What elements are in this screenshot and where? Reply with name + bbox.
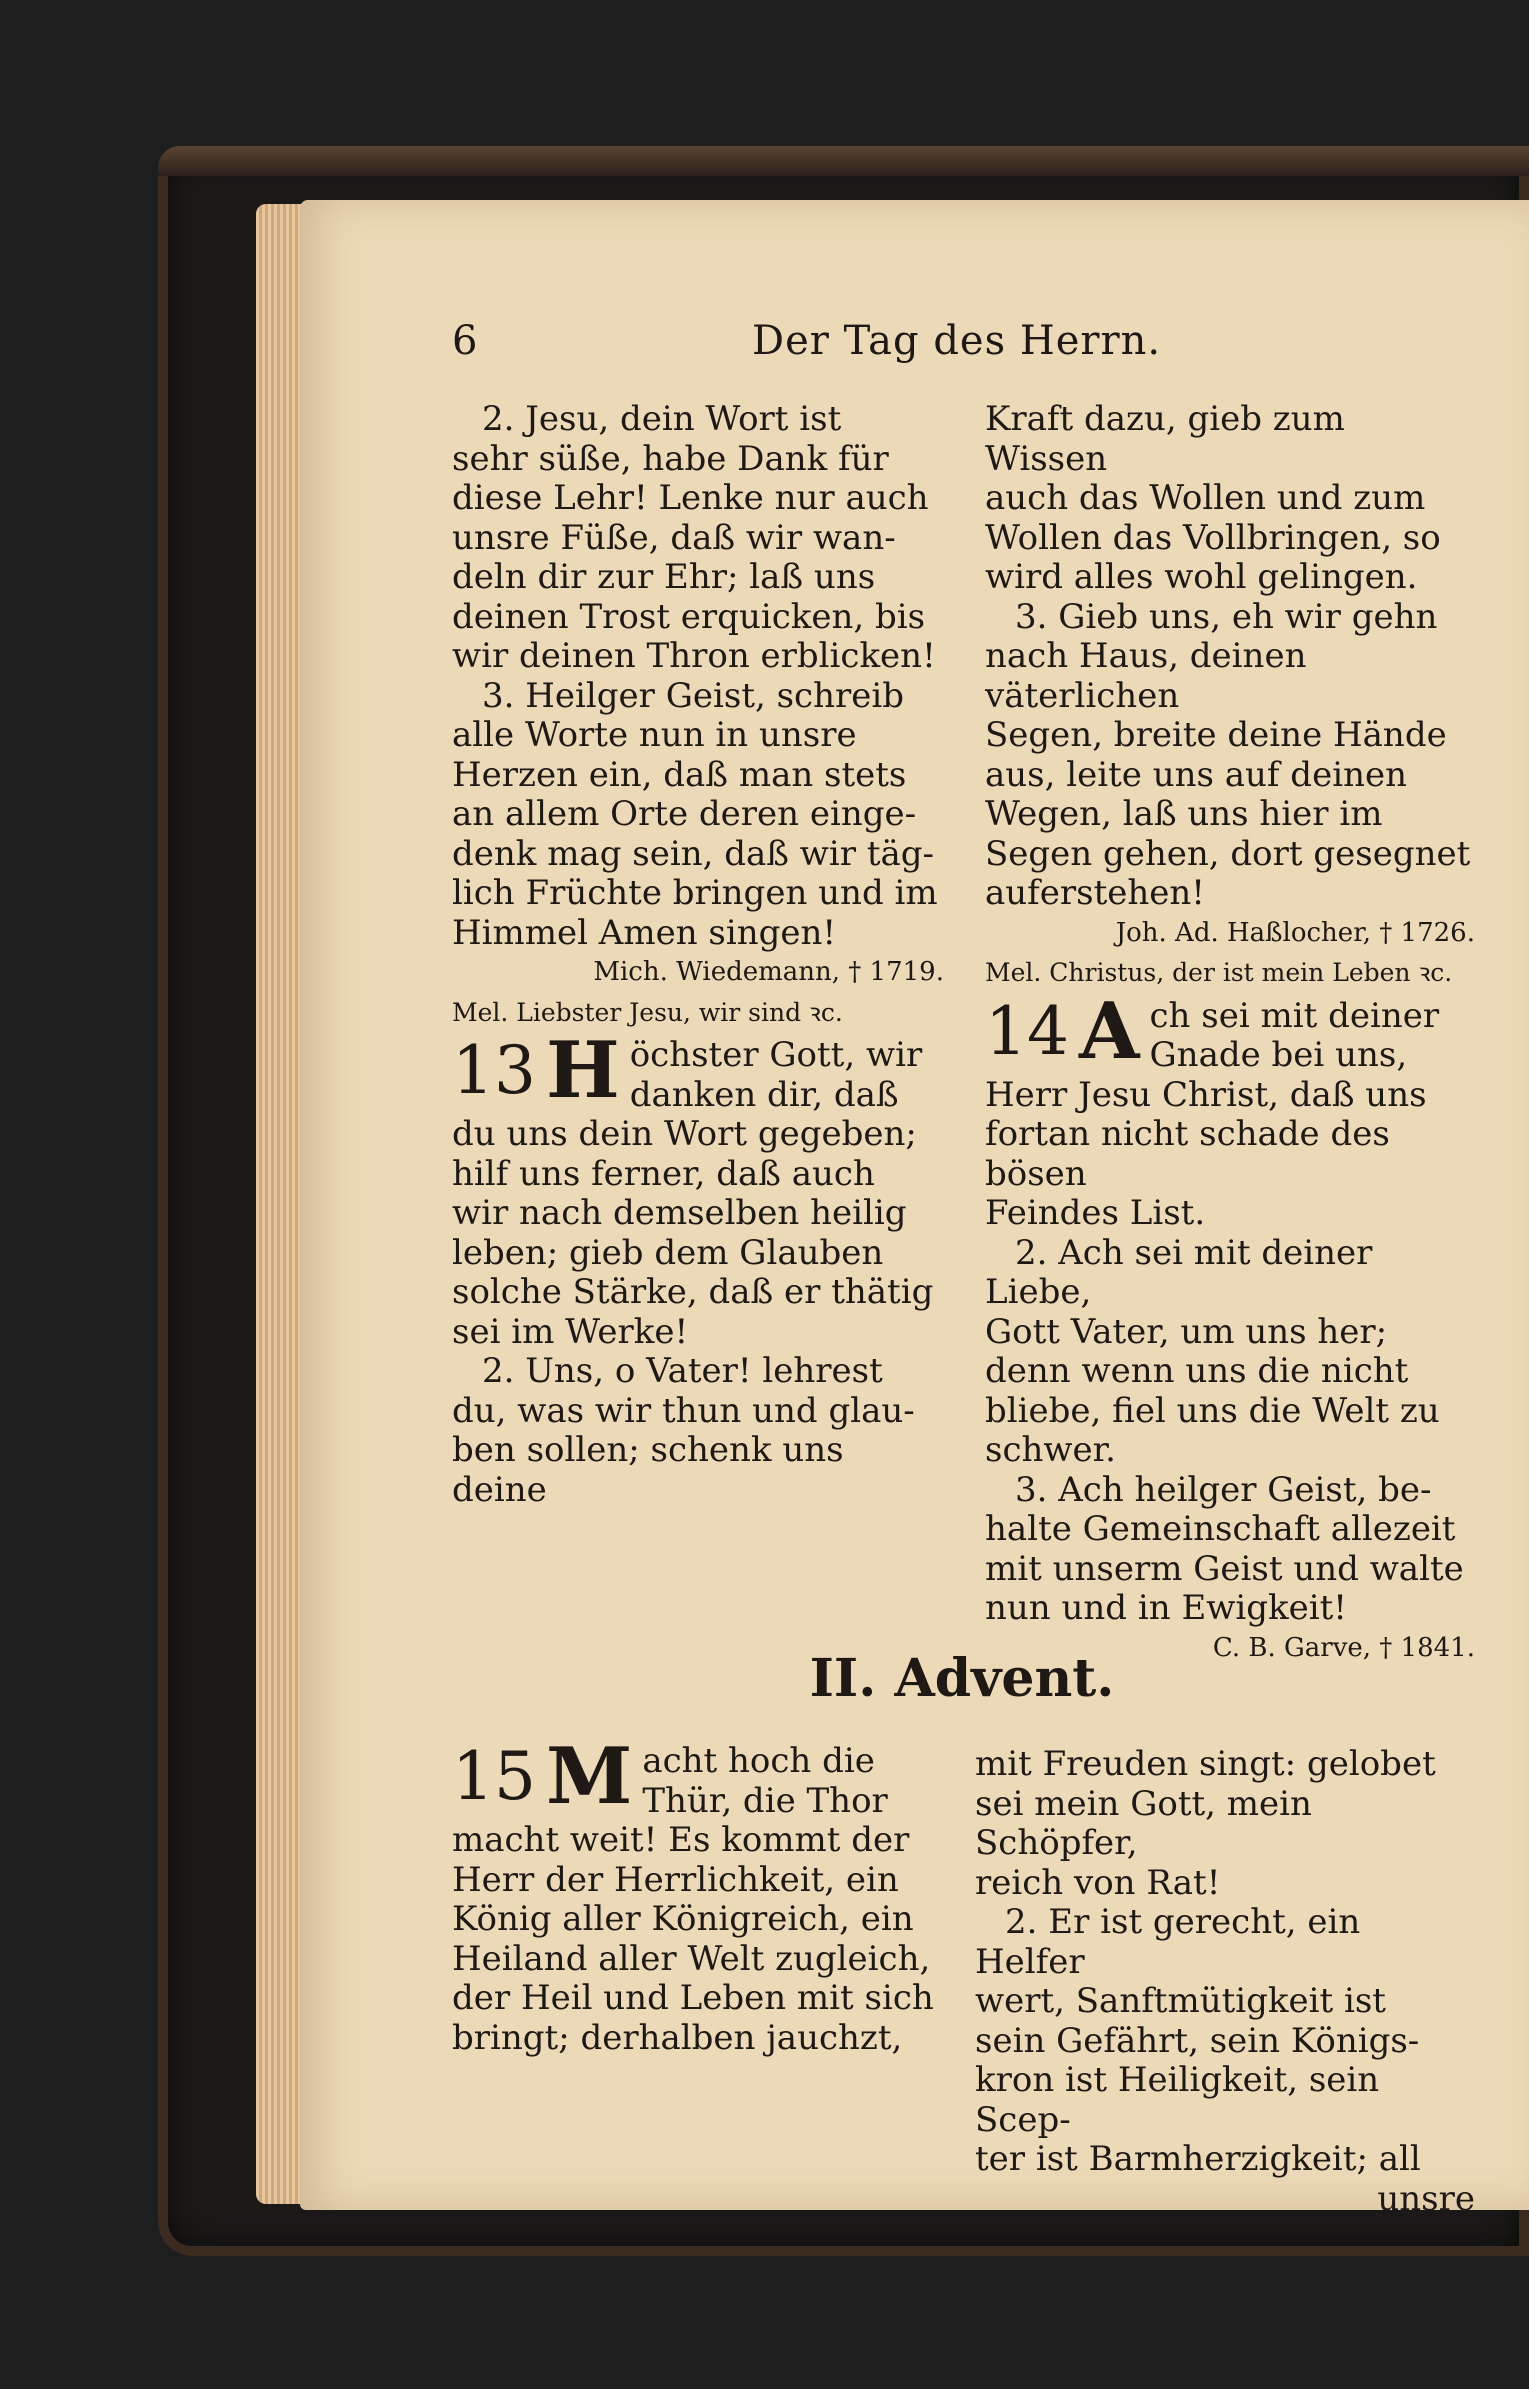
text-line: 3. Heilger Geist, schreib [482,675,904,716]
text-line: leben; gieb dem Glauben [452,1232,884,1273]
text-line: wir deinen Thron erblicken! [452,636,936,676]
text-line: Herr der Herrlichkeit, ein [452,1859,899,1900]
text-line: Wegen, laß uns hier im [985,794,1383,834]
text-line: Segen gehen, dort gesegnet [985,833,1471,874]
hymn-number: 13 [452,1032,536,1109]
text-line: bringt; derhalben jauchzt, [452,2017,903,2058]
text-line: Thür, die Thor [642,1780,888,1821]
text-line: unsre [1377,2178,1475,2219]
hymn-number: 15 [452,1738,536,1815]
hymn-author: Mich. Wiedemann, † 1719. [593,957,944,987]
text-line: aus, leite uns auf deinen [985,754,1407,795]
text-line: der Heil und Leben mit sich [452,1978,934,2018]
text-line: mit unserm Geist und walte [985,1548,1464,1589]
section-heading: II. Advent. [809,1648,1115,1709]
page-header [452,318,1472,378]
text-line: schwer. [985,1430,1116,1470]
cover-top-edge [158,146,1529,176]
text-line: sein Gefährt, sein Königs- [975,2020,1420,2061]
text-line: ben sollen; schenk uns deine [452,1430,844,1510]
hymn-number: 14 [985,992,1069,1070]
first-lines [642,1742,944,1821]
text-line: Wollen das Vollbringen, so [985,517,1441,558]
right-column [985,400,1475,1668]
text-line: bliebe, fiel uns die Welt zu [985,1390,1440,1431]
melody-note: Mel. Christus, der ist mein Leben ꝛc. [985,958,1453,987]
text-line: lich Früchte bringen und im [452,873,938,913]
hymn15-right-column [975,1745,1475,2219]
text-line: du, was wir thun und glau- [452,1390,915,1431]
text-line: auferstehen! [985,873,1205,913]
text-line: danken dir, daß [629,1074,899,1115]
text-line: diese Lehr! Lenke nur auch [452,478,929,518]
text-line: wird alles wohl gelingen. [985,557,1418,597]
text-line: 2. Uns, o Vater! lehrest [482,1351,883,1391]
left-column [452,400,944,1510]
text-line: kron ist Heiligkeit, sein Scep- [975,2060,1380,2140]
text-line: wir nach demselben heilig [452,1193,907,1233]
text-line: macht weit! Es kommt der [452,1820,910,1860]
text-line: König aller Königreich, ein [452,1899,914,1939]
text-line: Kraft dazu, gieb zum Wissen [985,399,1345,479]
text-line: ter ist Barmherzigkeit; all [975,2139,1421,2179]
hymn-heading [452,1731,944,1822]
text-line: Gott Vater, um uns her; [985,1311,1388,1352]
text-line: 2. Er ist gerecht, ein Helfer [975,1902,1361,1982]
text-line: unsre Füße, daß wir wan- [452,517,896,558]
text-line: Herr Jesu Christ, daß uns [985,1074,1427,1115]
text-line: an allem Orte deren einge- [452,794,917,834]
drop-initial: H [545,1025,620,1116]
text-line: Herzen ein, daß man stets [452,754,907,795]
hymn-author: Joh. Ad. Haßlocher, † 1726. [1115,917,1475,948]
drop-initial: A [1078,985,1140,1077]
text-line: Segen, breite deine Hände [985,715,1447,755]
text-line: denn wenn uns die nicht [985,1351,1409,1391]
running-title: Der Tag des Herrn. [752,318,1162,364]
text-line: alle Worte nun in unsre [452,715,857,755]
text-line: 3. Gieb uns, eh wir gehn [1015,596,1438,637]
text-line: denk mag sein, daß wir täg- [452,833,935,874]
text-line: 3. Ach heilger Geist, be- [1015,1469,1432,1510]
text-line: Himmel Amen singen! [452,912,837,953]
text-line: deinen Trost erquicken, bis [452,596,926,637]
drop-initial: M [545,1731,633,1822]
hymn-heading [985,985,1475,1077]
text-line: sei mein Gott, mein Schöpfer, [975,1783,1312,1863]
text-line: solche Stärke, daß er thätig [452,1272,934,1312]
text-line: nun und in Ewigkeit! [985,1588,1347,1628]
page-number: 6 [452,318,478,364]
hymn15-left-column [452,1731,944,2058]
text-line: Heiland aller Welt zugleich, [452,1938,931,1979]
text-line: ch sei mit deiner [1149,995,1440,1036]
hymn-author: C. B. Garve, † 1841. [1212,1632,1475,1663]
text-line: fortan nicht schade des bösen [985,1114,1390,1194]
text-line: hilf uns ferner, daß auch [452,1153,875,1194]
hymn-heading [452,1025,944,1116]
text-line: acht hoch die [642,1741,875,1781]
text-line: du uns dein Wort gegeben; [452,1114,917,1154]
first-lines [1150,997,1475,1076]
text-line: sehr süße, habe Dank für [452,438,889,479]
text-line: reich von Rat! [975,1862,1221,1903]
text-line: Feindes List. [985,1193,1206,1233]
text-line: wert, Sanftmütigkeit ist [975,1981,1386,2021]
text-line: halte Gemeinschaft allezeit [985,1509,1456,1549]
text-line: auch das Wollen und zum [985,478,1426,518]
text-line: öchster Gott, wir [629,1035,923,1075]
first-lines [630,1036,944,1115]
text-line: deln dir zur Ehr; laß uns [452,557,876,597]
text-line: 2. Ach sei mit deiner Liebe, [985,1232,1373,1312]
text-line: sei im Werke! [452,1311,689,1352]
text-line: nach Haus, deinen väterlichen [985,636,1307,716]
text-line: mit Freuden singt: gelobet [975,1744,1436,1784]
melody-note: Mel. Liebster Jesu, wir sind ꝛc. [452,997,843,1027]
text-line: Gnade bei uns, [1149,1035,1408,1075]
text-line: 2. Jesu, dein Wort ist [482,399,842,439]
